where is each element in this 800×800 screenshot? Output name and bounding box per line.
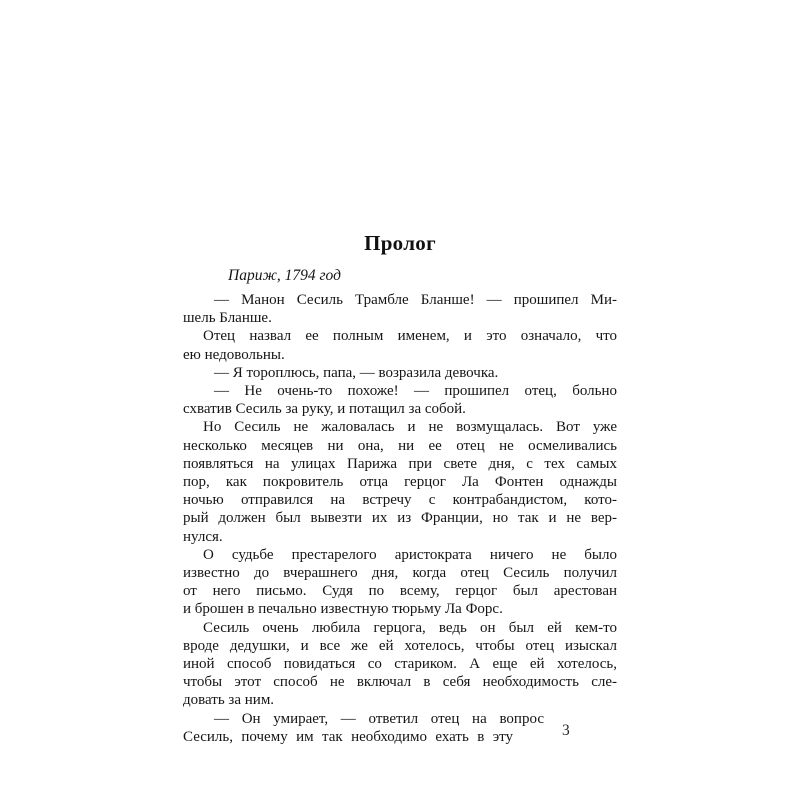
text-line: рый должен был вывезти их из Франции, но так и не вер-: [183, 510, 617, 527]
paragraph: [183, 327, 617, 363]
text-line: — Он умирает, — ответил отец на вопрос: [214, 710, 544, 727]
text-line: довать за ним.: [183, 692, 275, 709]
text-line: Сесиль очень любила герцога, ведь он был ей кем-то: [203, 619, 617, 636]
body-text: [183, 291, 617, 746]
chapter-title: Пролог: [364, 231, 436, 255]
text-line: от него письмо. Судя по всему, герцог был арестован: [183, 583, 617, 600]
text-line: появляться на улицах Парижа при свете дня, с тех самых: [183, 455, 617, 472]
text-line: Отец назвал ее полным именем, и это означало, что: [203, 328, 617, 345]
text-line: ночью отправился на встречу с контрабандистом, кото-: [183, 492, 617, 509]
text-line: известно до вчерашнего дня, когда отец Сесиль получил: [183, 565, 617, 582]
text-line: — Я тороплюсь, папа, — возразила девочка.: [214, 364, 499, 381]
page-number: 3: [562, 722, 570, 739]
text-line: пор, как покровитель отца герцог Ла Фонтен однажды: [183, 474, 617, 491]
paragraph: [183, 291, 617, 327]
text-line: схватив Сесиль за руку, и потащил за собой.: [183, 401, 466, 418]
text-line: несколько месяцев ни она, ни ее отец не осмеливались: [183, 437, 617, 454]
dateline: Париж, 1794 год: [228, 267, 341, 284]
text-line: О судьбе престарелого аристократа ничего не было: [203, 546, 617, 563]
paragraph: [183, 418, 617, 545]
text-line: Но Сесиль не жаловалась и не возмущалась. Вот уже: [203, 419, 617, 436]
text-line: шель Бланше.: [183, 310, 272, 327]
text-line: — Не очень-то похоже! — прошипел отец, больно: [214, 383, 617, 400]
paragraph: [183, 619, 617, 710]
text-line: — Манон Сесиль Трамбле Бланше! — прошипел Ми-: [214, 292, 617, 308]
text-column: [183, 231, 617, 746]
text-line: иной способ повидаться со стариком. А еще ей хотелось,: [183, 656, 617, 673]
paragraph: [183, 546, 617, 619]
text-line: вроде дедушки, и все же ей хотелось, чтобы отец изыскал: [183, 637, 617, 654]
text-line: нулся.: [183, 528, 223, 545]
text-line: чтобы этот способ не включал в себя необходимость сле-: [183, 674, 617, 691]
paragraph: [183, 364, 617, 382]
text-line: Сесиль, почему им так необходимо ехать в эту: [183, 728, 513, 745]
paragraph: [183, 710, 617, 746]
text-line: ею недовольны.: [183, 346, 285, 363]
paragraph: [183, 382, 617, 418]
text-line: и брошен в печально известную тюрьму Ла Форс.: [183, 601, 503, 618]
